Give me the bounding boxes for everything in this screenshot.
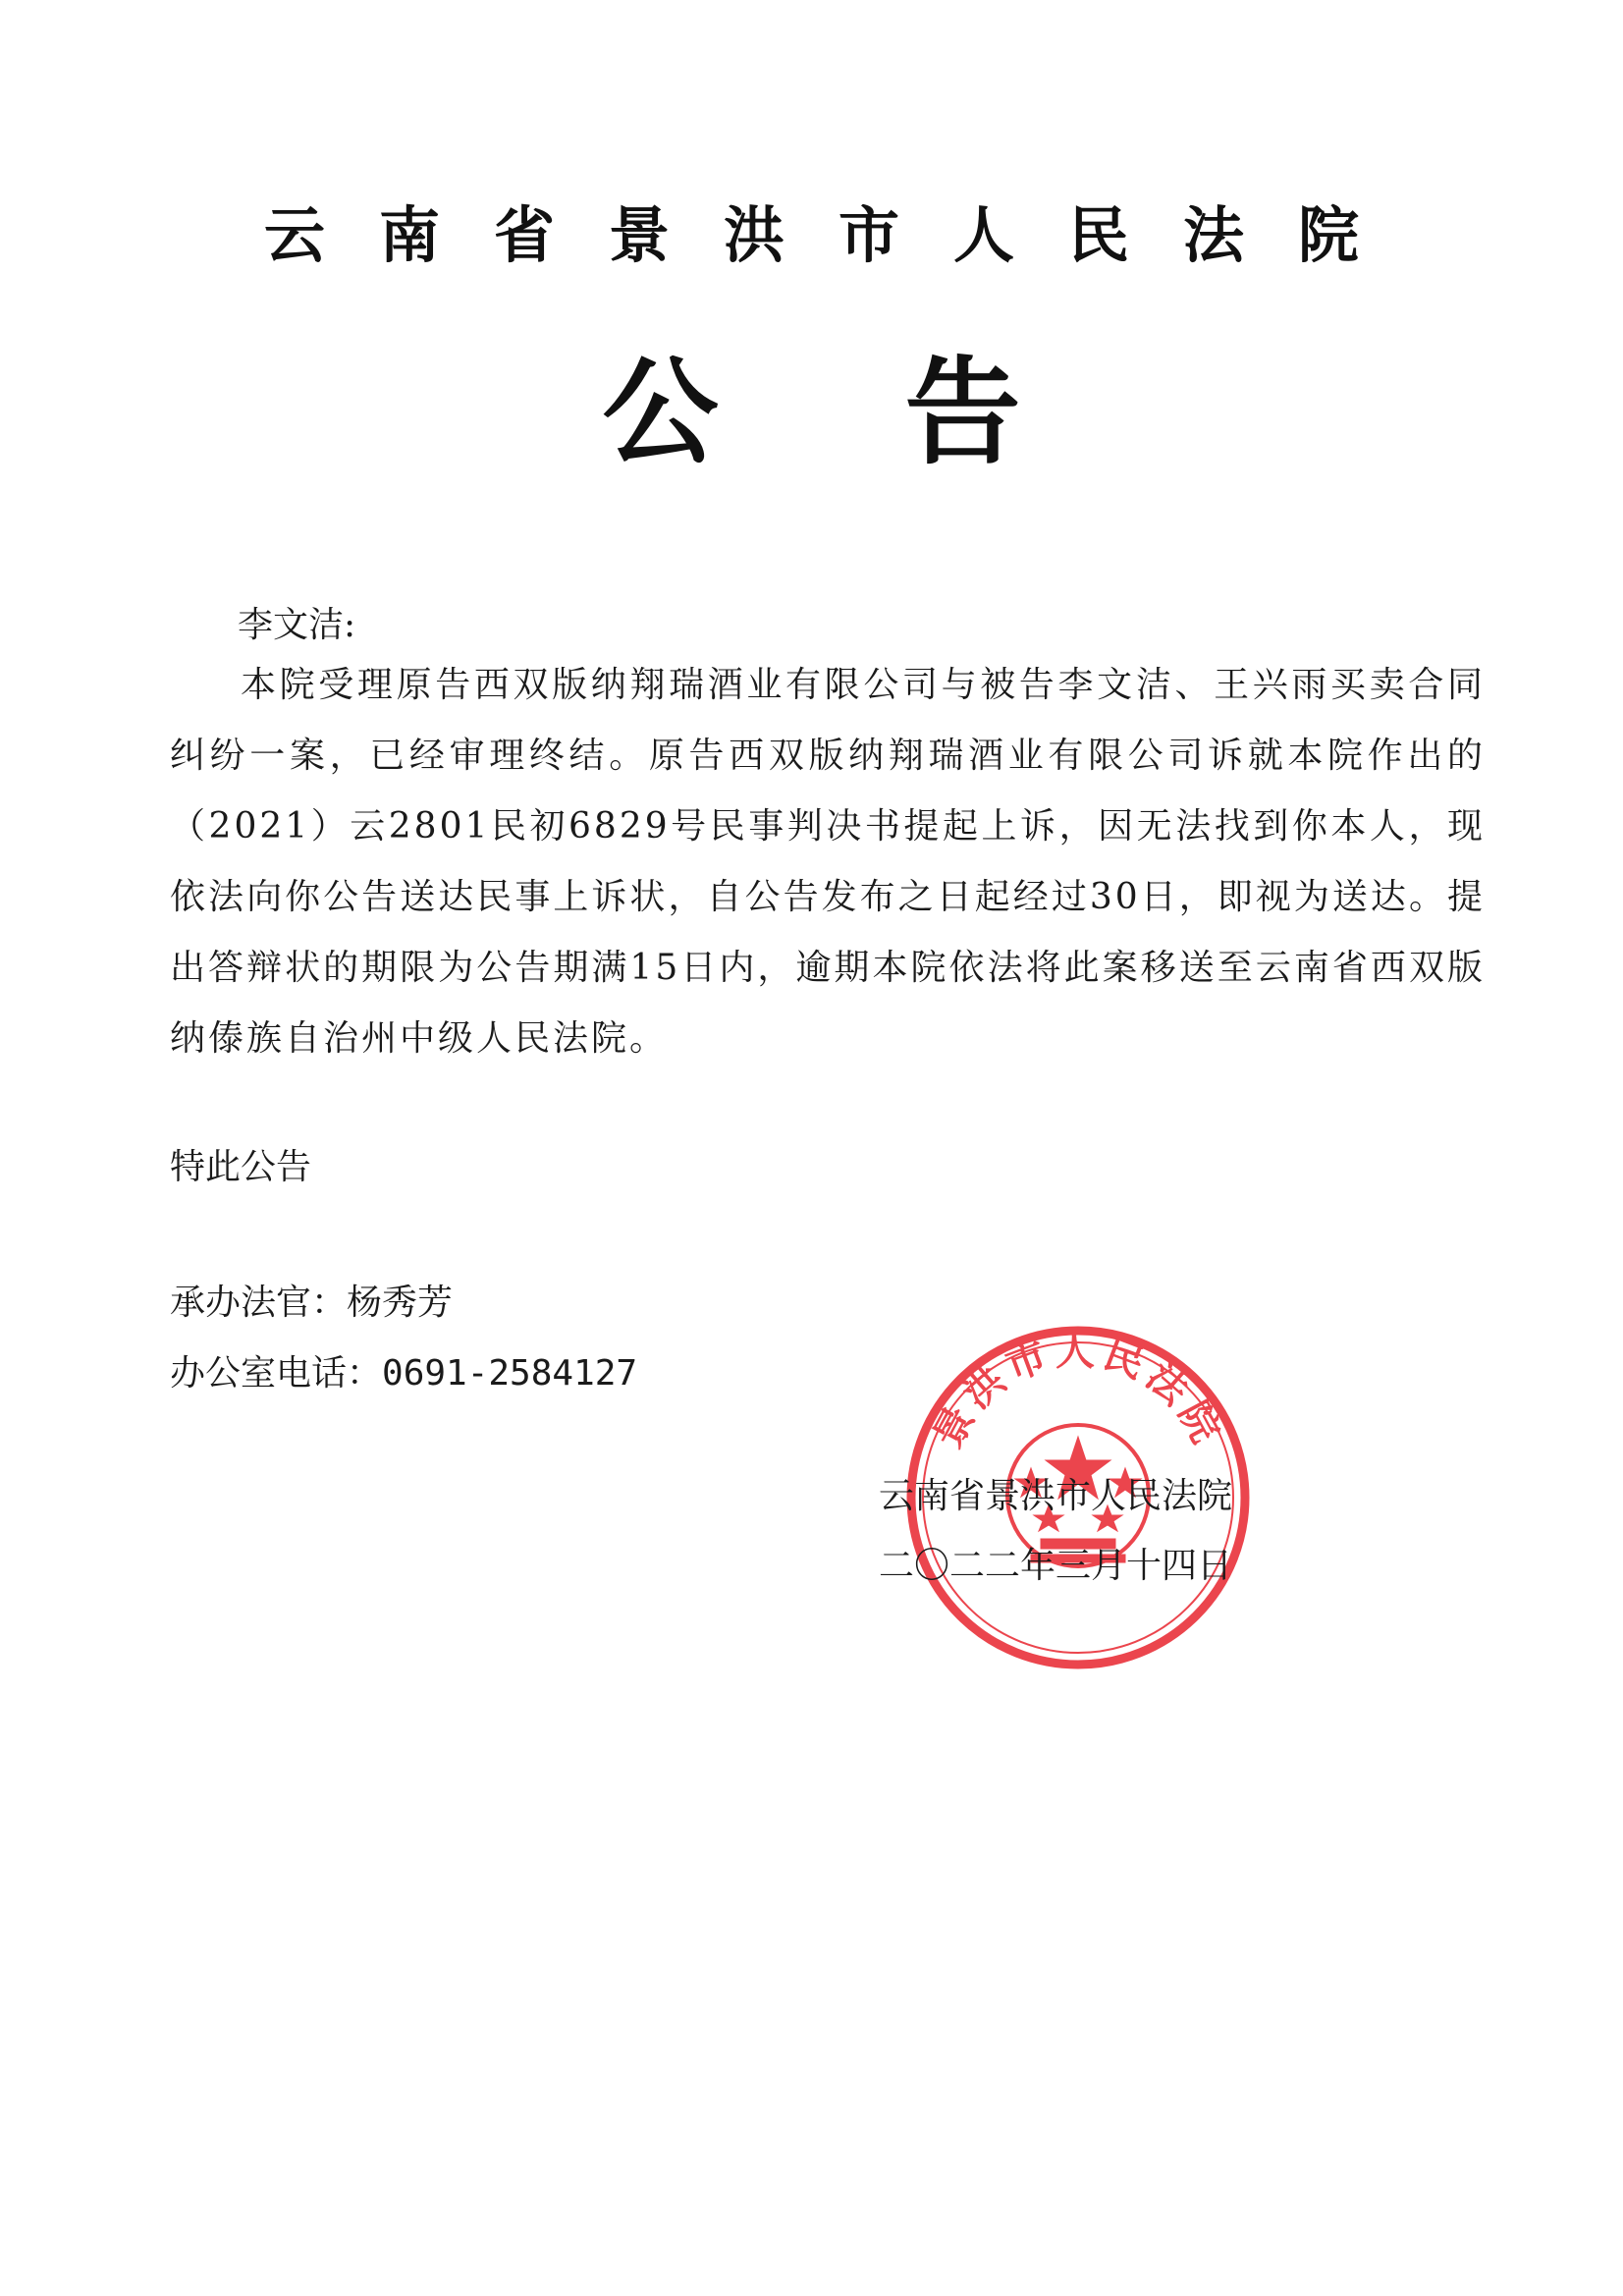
phone-number: 0691-2584127 — [382, 1353, 638, 1394]
notice-body: 本院受理原告西双版纳翔瑞酒业有限公司与被告李文洁、王兴雨买卖合同纠纷一案，已经审理终结。原告西双版纳翔瑞酒业有限公司诉就本院作出的（2021）云2801民初6829号民事判决书提起上诉，因无法找到你本人，现依法向你公告送达民事上诉状，自公告发布之日起经过30日，即视为送达。提出答辩状的期限为公告期满15日内，逾期本院依法将此案移送至云南省西双版纳傣族自治州中级人民法院。 — [170, 665, 1486, 1059]
judge-line — [170, 1275, 453, 1325]
judge-name: 杨秀芳 — [347, 1283, 454, 1323]
judge-label: 承办法官： — [170, 1283, 348, 1323]
seal-text: 景洪市人民法院 — [924, 1328, 1232, 1455]
closing-phrase: 特此公告 — [170, 1147, 312, 1187]
phone-line — [170, 1345, 637, 1395]
signature-court: 云南省景洪市人民法院 — [879, 1476, 1233, 1516]
court-name-heading: 云南省景洪市人民法院 — [263, 199, 1413, 271]
signature-date: 二〇二二年三月十四日 — [879, 1546, 1233, 1586]
phone-label: 办公室电话： — [170, 1353, 383, 1394]
recipient-salutation: 李文洁: — [238, 605, 356, 645]
notice-title: 公告 — [602, 344, 1208, 480]
